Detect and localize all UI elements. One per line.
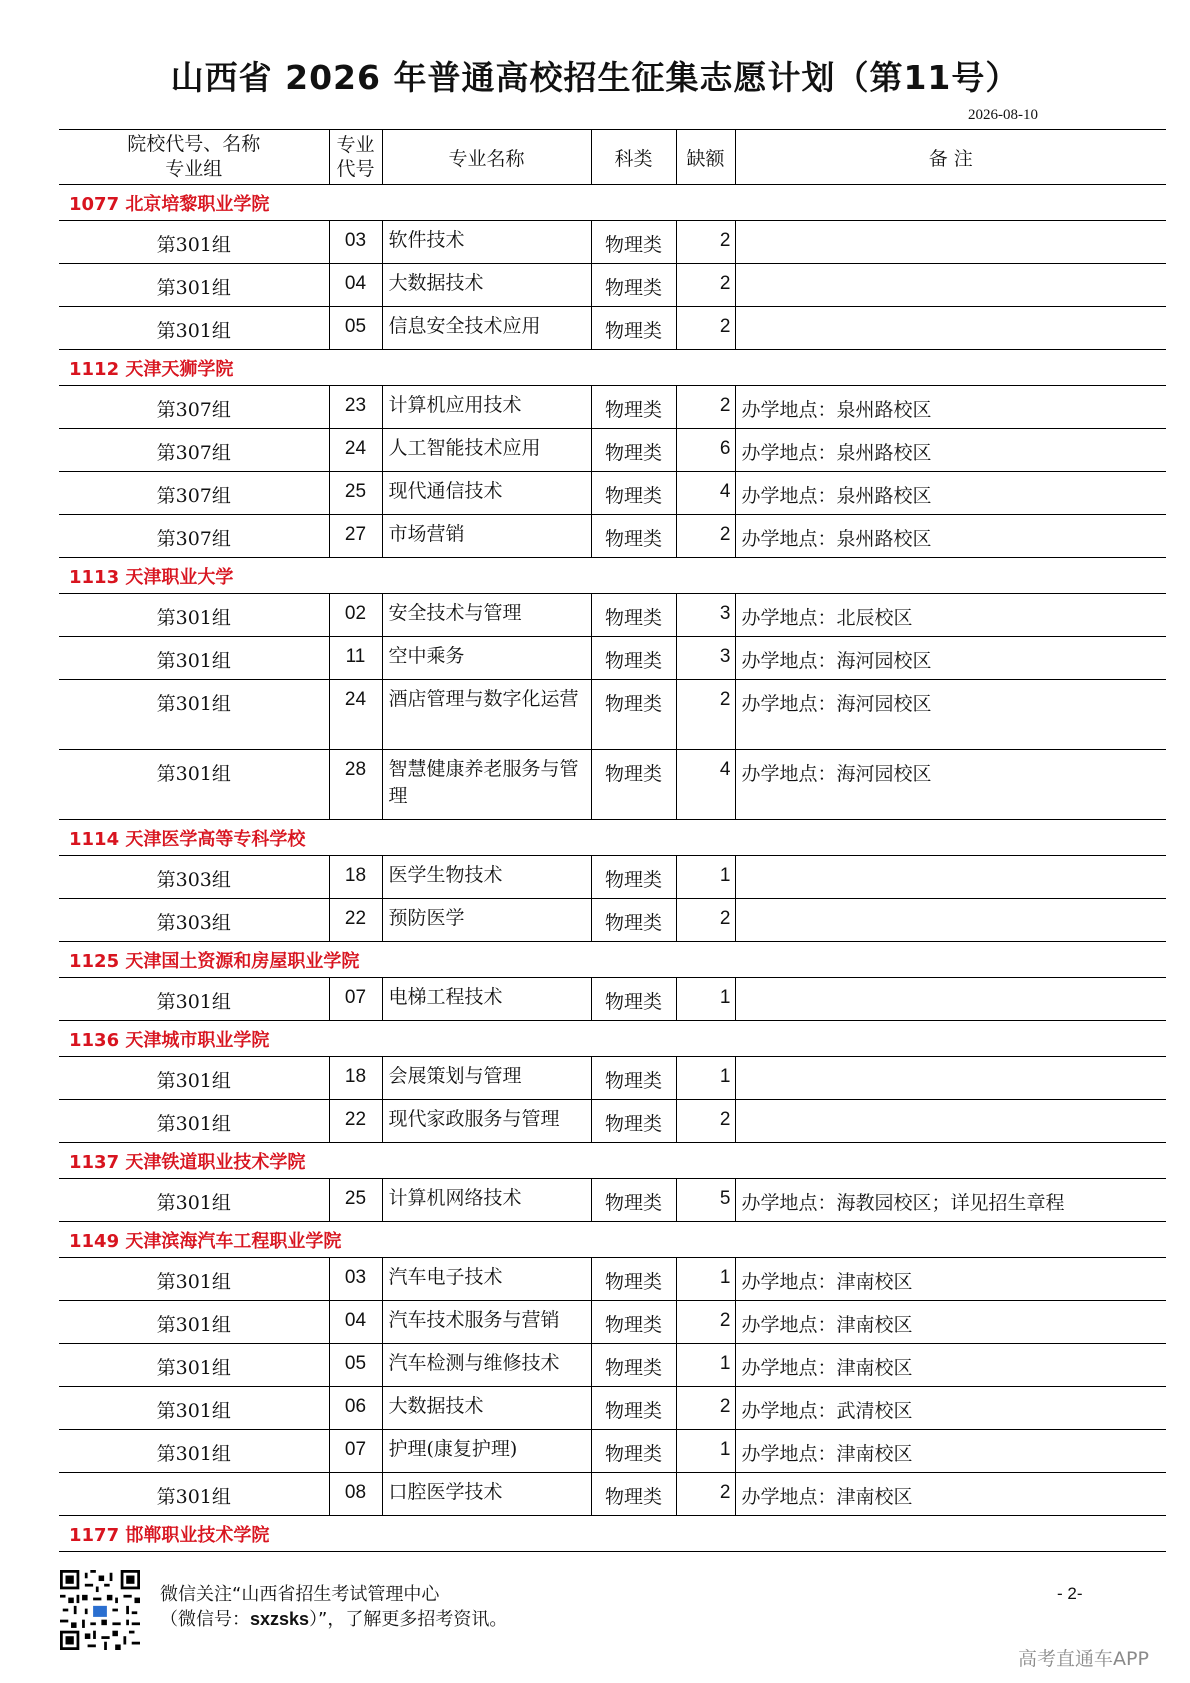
- major-name-cell: 汽车技术服务与营销: [382, 1301, 591, 1344]
- table-row: [59, 594, 1166, 637]
- category-cell: 物理类: [591, 429, 676, 472]
- major-name-cell: 口腔医学技术: [382, 1473, 591, 1516]
- quota-cell: 2: [676, 1301, 735, 1344]
- major-code-cell: 18: [329, 1057, 382, 1100]
- note-cell: 办学地点：泉州路校区: [735, 429, 1166, 472]
- major-group-cell: 第301组: [59, 1301, 329, 1344]
- quota-cell: 3: [676, 637, 735, 680]
- major-group-cell: 第301组: [59, 978, 329, 1021]
- quota-cell: 2: [676, 307, 735, 350]
- note-cell: 办学地点：武清校区: [735, 1387, 1166, 1430]
- school-heading-row: [59, 350, 1166, 386]
- category-cell: 物理类: [591, 515, 676, 558]
- school-heading-row: [59, 1516, 1166, 1552]
- category-cell: 物理类: [591, 1344, 676, 1387]
- table-row: [59, 1344, 1166, 1387]
- school-heading-row: [59, 942, 1166, 978]
- quota-cell: 4: [676, 750, 735, 820]
- school-heading-row: [59, 820, 1166, 856]
- major-name-cell: 汽车检测与维修技术: [382, 1344, 591, 1387]
- note-cell: 办学地点：北辰校区: [735, 594, 1166, 637]
- major-code-cell: 04: [329, 1301, 382, 1344]
- header-major-code-line2: 代号: [336, 158, 375, 180]
- header-school-group: [59, 130, 329, 185]
- major-group-cell: 第301组: [59, 1258, 329, 1301]
- school-title: 1125 天津国土资源和房屋职业学院: [59, 942, 1166, 978]
- major-code-cell: 23: [329, 386, 382, 429]
- major-code-cell: 05: [329, 1344, 382, 1387]
- school-title: 1149 天津滨海汽车工程职业学院: [59, 1222, 1166, 1258]
- footer-line2: [160, 1607, 507, 1632]
- major-name-cell: 信息安全技术应用: [382, 307, 591, 350]
- major-name-cell: 市场营销: [382, 515, 591, 558]
- quota-cell: 2: [676, 899, 735, 942]
- major-group-cell: 第301组: [59, 750, 329, 820]
- table-row: [59, 515, 1166, 558]
- table-row: [59, 1387, 1166, 1430]
- school-title: 1077 北京培黎职业学院: [59, 185, 1166, 221]
- table-row: [59, 899, 1166, 942]
- quota-cell: 2: [676, 515, 735, 558]
- major-group-cell: 第301组: [59, 1179, 329, 1222]
- category-cell: 物理类: [591, 264, 676, 307]
- table-row: [59, 386, 1166, 429]
- table-row: [59, 1057, 1166, 1100]
- table-row: [59, 1179, 1166, 1222]
- category-cell: 物理类: [591, 1179, 676, 1222]
- note-cell: 办学地点：泉州路校区: [735, 386, 1166, 429]
- major-name-cell: 会展策划与管理: [382, 1057, 591, 1100]
- note-cell: [735, 1100, 1166, 1143]
- header-note: 备 注: [735, 130, 1166, 185]
- major-name-cell: 人工智能技术应用: [382, 429, 591, 472]
- school-heading-row: [59, 558, 1166, 594]
- category-cell: 物理类: [591, 1387, 676, 1430]
- major-group-cell: 第301组: [59, 221, 329, 264]
- quota-cell: 1: [676, 978, 735, 1021]
- major-code-cell: 02: [329, 594, 382, 637]
- major-group-cell: 第307组: [59, 386, 329, 429]
- footer-line2-prefix: （微信号：: [160, 1609, 250, 1630]
- major-code-cell: 22: [329, 899, 382, 942]
- header-category: 科类: [591, 130, 676, 185]
- note-cell: 办学地点：海教园校区；详见招生章程: [735, 1179, 1166, 1222]
- major-name-cell: 软件技术: [382, 221, 591, 264]
- category-cell: 物理类: [591, 1100, 676, 1143]
- quota-cell: 2: [676, 1473, 735, 1516]
- major-name-cell: 大数据技术: [382, 1387, 591, 1430]
- table-row: [59, 1258, 1166, 1301]
- category-cell: 物理类: [591, 1473, 676, 1516]
- table-row: [59, 637, 1166, 680]
- major-name-cell: 护理(康复护理): [382, 1430, 591, 1473]
- quota-cell: 1: [676, 1258, 735, 1301]
- category-cell: 物理类: [591, 680, 676, 750]
- table-row: [59, 1100, 1166, 1143]
- table-header-row: [59, 130, 1166, 185]
- major-code-cell: 08: [329, 1473, 382, 1516]
- category-cell: 物理类: [591, 637, 676, 680]
- category-cell: 物理类: [591, 472, 676, 515]
- category-cell: 物理类: [591, 1430, 676, 1473]
- quota-cell: 2: [676, 264, 735, 307]
- table-row: [59, 221, 1166, 264]
- major-name-cell: 酒店管理与数字化运营: [382, 680, 591, 750]
- quota-cell: 1: [676, 1344, 735, 1387]
- major-name-cell: 现代通信技术: [382, 472, 591, 515]
- note-cell: 办学地点：津南校区: [735, 1258, 1166, 1301]
- major-name-cell: 空中乘务: [382, 637, 591, 680]
- major-code-cell: 05: [329, 307, 382, 350]
- major-group-cell: 第301组: [59, 1057, 329, 1100]
- major-name-cell: 电梯工程技术: [382, 978, 591, 1021]
- note-cell: 办学地点：海河园校区: [735, 680, 1166, 750]
- school-title: 1137 天津铁道职业技术学院: [59, 1143, 1166, 1179]
- table-row: [59, 264, 1166, 307]
- note-cell: 办学地点：津南校区: [735, 1430, 1166, 1473]
- major-group-cell: 第301组: [59, 264, 329, 307]
- note-cell: 办学地点：津南校区: [735, 1344, 1166, 1387]
- quota-cell: 4: [676, 472, 735, 515]
- watermark: 高考直通车APP: [1018, 1648, 1149, 1670]
- major-name-cell: 汽车电子技术: [382, 1258, 591, 1301]
- footer-wechat-note: [160, 1582, 507, 1632]
- note-cell: [735, 264, 1166, 307]
- note-cell: 办学地点：泉州路校区: [735, 472, 1166, 515]
- quota-cell: 1: [676, 1430, 735, 1473]
- note-cell: 办学地点：海河园校区: [735, 637, 1166, 680]
- quota-cell: 6: [676, 429, 735, 472]
- major-name-cell: 安全技术与管理: [382, 594, 591, 637]
- school-title: 1136 天津城市职业学院: [59, 1021, 1166, 1057]
- major-code-cell: 06: [329, 1387, 382, 1430]
- major-code-cell: 24: [329, 429, 382, 472]
- note-cell: [735, 856, 1166, 899]
- major-group-cell: 第301组: [59, 1100, 329, 1143]
- footer-line1: 微信关注“山西省招生考试管理中心: [160, 1584, 440, 1605]
- school-title: 1112 天津天狮学院: [59, 350, 1166, 386]
- header-major-code-line1: 专业: [336, 134, 375, 156]
- major-code-cell: 27: [329, 515, 382, 558]
- major-code-cell: 28: [329, 750, 382, 820]
- header-quota: 缺额: [676, 130, 735, 185]
- school-heading-row: [59, 185, 1166, 221]
- header-major-code: [329, 130, 382, 185]
- quota-cell: 1: [676, 1057, 735, 1100]
- note-cell: [735, 1057, 1166, 1100]
- school-heading-row: [59, 1021, 1166, 1057]
- major-name-cell: 计算机网络技术: [382, 1179, 591, 1222]
- major-code-cell: 18: [329, 856, 382, 899]
- quota-cell: 2: [676, 1387, 735, 1430]
- school-title: 1114 天津医学高等专科学校: [59, 820, 1166, 856]
- table-row: [59, 680, 1166, 750]
- major-group-cell: 第301组: [59, 1430, 329, 1473]
- table-row: [59, 429, 1166, 472]
- major-code-cell: 25: [329, 1179, 382, 1222]
- header-school-group-line2: 专业组: [165, 158, 223, 180]
- note-cell: [735, 978, 1166, 1021]
- major-group-cell: 第301组: [59, 307, 329, 350]
- major-group-cell: 第301组: [59, 1473, 329, 1516]
- category-cell: 物理类: [591, 594, 676, 637]
- school-heading-row: [59, 1143, 1166, 1179]
- table-row: [59, 472, 1166, 515]
- qr-code-icon: [60, 1570, 140, 1650]
- major-group-cell: 第301组: [59, 680, 329, 750]
- quota-cell: 1: [676, 856, 735, 899]
- document-title: 山西省 2026 年普通高校招生征集志愿计划（第11号）: [170, 58, 1020, 97]
- category-cell: 物理类: [591, 978, 676, 1021]
- header-major-name: 专业名称: [382, 130, 591, 185]
- major-group-cell: 第303组: [59, 899, 329, 942]
- school-heading-row: [59, 1222, 1166, 1258]
- school-title: 1177 邯郸职业技术学院: [59, 1516, 1166, 1552]
- note-cell: [735, 307, 1166, 350]
- major-name-cell: 智慧健康养老服务与管理: [382, 750, 591, 820]
- page-number: - 2-: [1057, 1584, 1083, 1603]
- major-code-cell: 04: [329, 264, 382, 307]
- major-code-cell: 25: [329, 472, 382, 515]
- major-group-cell: 第301组: [59, 594, 329, 637]
- quota-cell: 2: [676, 221, 735, 264]
- quota-cell: 5: [676, 1179, 735, 1222]
- category-cell: 物理类: [591, 856, 676, 899]
- major-group-cell: 第301组: [59, 1387, 329, 1430]
- note-cell: 办学地点：津南校区: [735, 1301, 1166, 1344]
- table-row: [59, 1301, 1166, 1344]
- category-cell: 物理类: [591, 1057, 676, 1100]
- major-group-cell: 第303组: [59, 856, 329, 899]
- quota-cell: 2: [676, 680, 735, 750]
- table-row: [59, 978, 1166, 1021]
- footer-line2-suffix: ）”，了解更多招考资讯。: [309, 1609, 508, 1630]
- table-row: [59, 1430, 1166, 1473]
- major-group-cell: 第307组: [59, 472, 329, 515]
- major-code-cell: 07: [329, 1430, 382, 1473]
- major-group-cell: 第307组: [59, 515, 329, 558]
- footer-wechat-id: sxzsks: [250, 1609, 310, 1629]
- major-code-cell: 03: [329, 1258, 382, 1301]
- major-code-cell: 03: [329, 221, 382, 264]
- note-cell: 办学地点：泉州路校区: [735, 515, 1166, 558]
- major-name-cell: 计算机应用技术: [382, 386, 591, 429]
- major-group-cell: 第307组: [59, 429, 329, 472]
- major-code-cell: 07: [329, 978, 382, 1021]
- table-row: [59, 856, 1166, 899]
- category-cell: 物理类: [591, 1301, 676, 1344]
- plan-table: [59, 129, 1166, 1552]
- major-code-cell: 22: [329, 1100, 382, 1143]
- category-cell: 物理类: [591, 1258, 676, 1301]
- header-school-group-line1: 院校代号、名称: [127, 133, 261, 155]
- major-code-cell: 24: [329, 680, 382, 750]
- category-cell: 物理类: [591, 221, 676, 264]
- table-row: [59, 307, 1166, 350]
- major-name-cell: 预防医学: [382, 899, 591, 942]
- major-code-cell: 11: [329, 637, 382, 680]
- note-cell: 办学地点：海河园校区: [735, 750, 1166, 820]
- category-cell: 物理类: [591, 307, 676, 350]
- major-group-cell: 第301组: [59, 1344, 329, 1387]
- major-name-cell: 现代家政服务与管理: [382, 1100, 591, 1143]
- major-name-cell: 大数据技术: [382, 264, 591, 307]
- quota-cell: 2: [676, 386, 735, 429]
- quota-cell: 3: [676, 594, 735, 637]
- note-cell: [735, 221, 1166, 264]
- note-cell: [735, 899, 1166, 942]
- major-name-cell: 医学生物技术: [382, 856, 591, 899]
- school-title: 1113 天津职业大学: [59, 558, 1166, 594]
- category-cell: 物理类: [591, 750, 676, 820]
- note-cell: 办学地点：津南校区: [735, 1473, 1166, 1516]
- major-group-cell: 第301组: [59, 637, 329, 680]
- quota-cell: 2: [676, 1100, 735, 1143]
- table-row: [59, 750, 1166, 820]
- table-row: [59, 1473, 1166, 1516]
- table-body: [59, 185, 1166, 1552]
- document-date: 2026-08-10: [968, 107, 1038, 123]
- category-cell: 物理类: [591, 899, 676, 942]
- category-cell: 物理类: [591, 386, 676, 429]
